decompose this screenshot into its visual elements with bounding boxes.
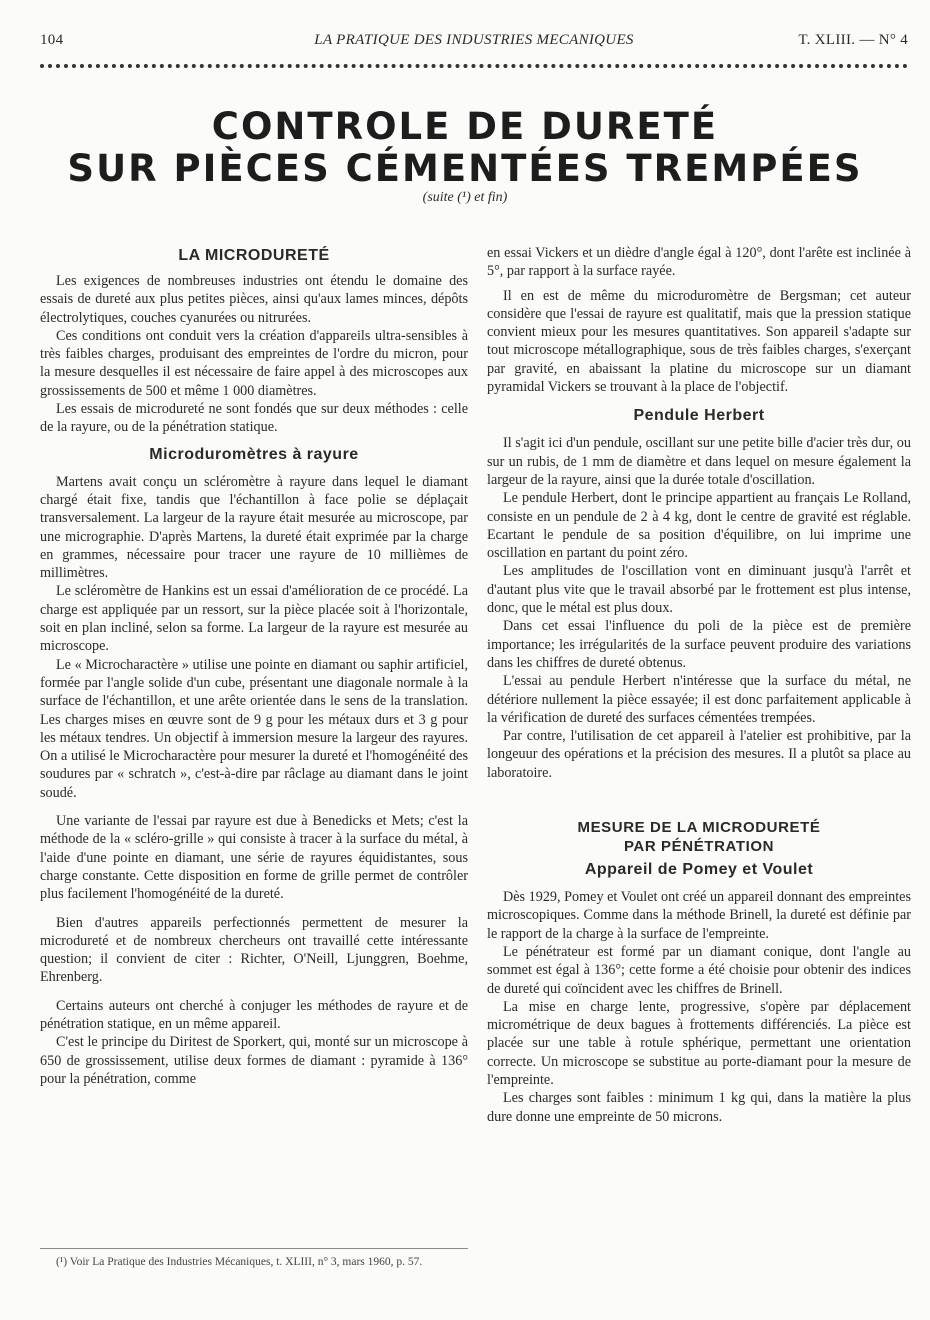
section-heading-mesure-line-1: MESURE DE LA MICRODURETÉ — [577, 819, 821, 837]
paragraph: Les essais de microdureté ne sont fondés que sur deux méthodes : celle de la rayure, ou de la pénétration statique. — [40, 401, 468, 436]
paragraph: Le pénétrateur est formé par un diamant conique, dont l'angle au sommet est égal à 136°; cette forme a été choisie pour obtenir des indices de dureté qui coïncident avec les chiffres de Brinell. — [487, 943, 911, 997]
paragraph: Les exigences de nombreuses industries ont étendu le domaine des essais de dureté aux plus petites pièces, ainsi qu'aux lames minces, dépôts électrolytiques, couches cyanurées ou nitrurées. — [40, 273, 468, 326]
header-rule — [40, 64, 908, 72]
paragraph: La mise en charge lente, progressive, s'opère par déplacement micrométrique de deux bagues à frottements différenciés. La pièce est placée sur une table à rotule sphérique, permettant une orientation correcte. Un microscope se substitue au porte-diamant pour la mesure de l'empreinte. — [487, 998, 911, 1088]
paragraph: Dès 1929, Pomey et Voulet ont créé un appareil donnant des empreintes microscopiques. Comme dans la méthode Brinell, la dureté est définie par le rapport de la charge à la surface de l'empreinte. — [487, 889, 911, 942]
paragraph: Il s'agit ici d'un pendule, oscillant sur une petite bille d'acier très dur, ou sur un rubis, de 1 mm de diamètre et dans lequel on mesure également la largeur de la rayure, ainsi que la durée totale d'oscillation. — [487, 435, 911, 488]
paragraph: Une variante de l'essai par rayure est due à Benedicks et Mets; c'est la méthode de la « scléro-grille » qui consiste à tracer à la surface du métal, à l'aide d'une pointe en diamant, une série de rayures équidistantes, sous charge constante. Cette disposition en forme de grille permet de contrôler plus facilement l'homogénéité de la dureté. — [40, 813, 468, 903]
subheading-pendule-herbert: Pendule Herbert — [633, 407, 765, 425]
left-column — [40, 246, 468, 1088]
paragraph: L'essai au pendule Herbert n'intéresse que la surface du métal, ne détériore nullement la pièce essayée; il est donc parfaitement applicable à la vérification de dureté des surfaces cémentées trempées. — [487, 673, 911, 726]
paragraph: Martens avait conçu un scléromètre à rayure dans lequel le diamant chargé était fixe, tandis que l'échantillon à face polie se déplaçait transversalement. La largeur de la rayure était mesurée au microscope, par une micrographie. D'après Martens, la dureté était exprimée par la charge en grammes, nécessaire pour tracer une rayure de 10 millièmes de millimètres. — [40, 473, 468, 582]
article-subtitle: (suite (¹) et fin) — [422, 190, 508, 205]
paragraph: Il en est de même du microduromètre de Bergsman; cet auteur considère que l'essai de rayure est qualitatif, mais que la pression statique convient mieux pour les mesures quantitatives. Son appareil s'adapte sur tout microscope métallographique, sous de très faibles charges, s'exerçant par gravité, en abaissant la platine du microscope sur un diamant pyramidal Vickers se trouvant à la place de l'objectif. — [487, 287, 911, 396]
article-title-line-1: CONTROLE DE DURETÉ — [211, 105, 719, 148]
paragraph: C'est le principe du Diritest de Sporkert, qui, monté sur un microscope à 650 de grossissement, utilise deux formes de diamant : pyramide à 136° pour la pénétration, comme — [40, 1034, 468, 1087]
paragraph: en essai Vickers et un dièdre d'angle égal à 120°, dont l'arête est inclinée à 5°, par rapport à la surface rayée. — [487, 245, 911, 280]
journal-title: LA PRATIQUE DES INDUSTRIES MECANIQUES — [314, 32, 634, 48]
paragraph: Certains auteurs ont cherché à conjuger les méthodes de rayure et de pénétration statique, en un même appareil. — [40, 997, 468, 1032]
paragraph: Les charges sont faibles : minimum 1 kg qui, dans la matière la plus dure donne une empreinte de 50 microns. — [487, 1090, 911, 1125]
paragraph: Le pendule Herbert, dont le principe appartient au français Le Rolland, consiste en un pendule de 2 à 4 kg, dont le centre de gravité est réglable. Ecartant le pendule de sa position d'équilibre, on lui imprime une oscillation en partant du point zéro. — [487, 490, 911, 562]
paragraph: Les amplitudes de l'oscillation vont en diminuant jusqu'à l'arrêt et d'autant plus vite que le travail absorbé par le frottement est plus intense, donc, que le métal est plus doux. — [487, 563, 911, 617]
page-number: 104 — [40, 32, 64, 48]
footnote-text: (¹) Voir La Pratique des Industries Mécaniques, t. XLIII, n° 3, mars 1960, p. 57. — [56, 1256, 423, 1268]
paragraph: Ces conditions ont conduit vers la création d'appareils ultra-sensibles à très faibles charges, produisant des empreintes de l'ordre du micron, pour la mesure desquelles il est nécessaire de faire appel à des microscopes aux grossissements de 500 et même 1 000 diamètres. — [40, 327, 468, 399]
paragraph: Par contre, l'utilisation de cet appareil à l'atelier est prohibitive, par la longeuur des opérations et la précision des mesures. Il a plutôt sa place au laboratoire. — [487, 728, 911, 781]
paragraph: Dans cet essai l'influence du poli de la pièce est de première importance; les irrégularités de la surface peuvent produire des variations dans les chiffres de dureté obtenus. — [487, 618, 911, 671]
subheading-microdurometres-rayure: Microduromètres à rayure — [149, 445, 359, 463]
right-column — [487, 244, 911, 1126]
paragraph: Le « Microcharactère » utilise une pointe en diamant ou saphir artificiel, formée par l'angle solide d'un cube, présentant une diagonale normale à la surface de l'échantillon, et une arête orientée dans le sens de la translation. Les charges mises en œuvre sont de 9 g pour les métaux durs et 3 g pour les métaux tendres. Un objectif à immersion mesure la largeur des rayures. On a utilisé le Microcharactère pour mesurer la dureté et l'homogénéité des soudures par « schratch », c'est-à-dire par râclage au diamant dans le joint soudé. — [40, 656, 468, 801]
volume-number: T. XLIII. — N° 4 — [798, 32, 908, 48]
section-heading-mesure-line-2: PAR PÉNÉTRATION — [623, 838, 775, 856]
footnote — [40, 1248, 468, 1270]
section-heading-microdurete: LA MICRODURETÉ — [178, 247, 330, 264]
paragraph: Bien d'autres appareils perfectionnés permettent de mesurer la microdureté et de nombreux chercheurs ont travaillé cette intéressante question; il convient de citer : Richter, O'Neill, Ljunggren, Boehme, Ehrenberg. — [40, 914, 468, 986]
running-head — [40, 32, 908, 54]
paragraph: Le scléromètre de Hankins est un essai d'amélioration de ce procédé. La charge est appliquée par un ressort, sur la pièce placée soit à l'horizontale, soit en plan incliné, selon sa forme. La largeur de la rayure est mesurée au microscope. — [40, 583, 468, 655]
article-title-line-2: SUR PIÈCES CÉMENTÉES TREMPÉES — [67, 147, 863, 190]
subheading-pomey-voulet: Appareil de Pomey et Voulet — [584, 861, 814, 879]
